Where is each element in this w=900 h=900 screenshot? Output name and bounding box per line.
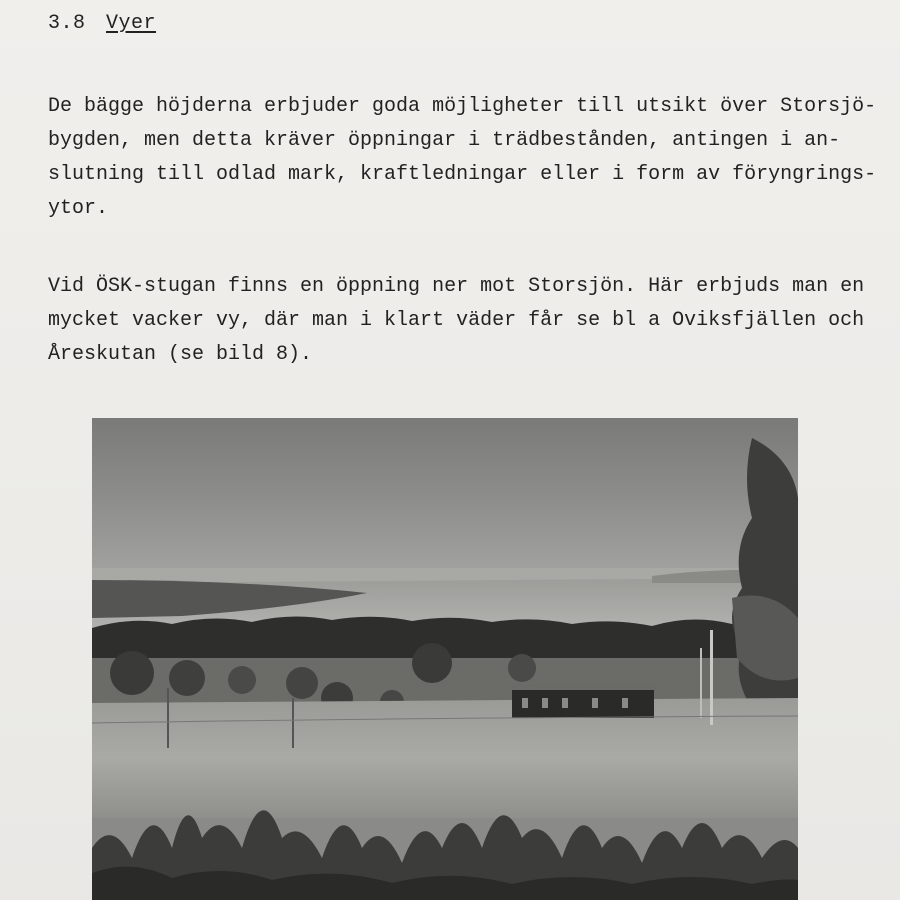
photo-illustration (92, 418, 798, 900)
paragraph-line: Åreskutan (se bild 8). (48, 343, 313, 366)
section-number: 3.8 (48, 12, 86, 35)
paragraph-line: slutning till odlad mark, kraftledningar eller i form av föryngrings- (48, 163, 877, 186)
paragraph-line: ytor. (48, 197, 109, 220)
paragraph-2 (48, 270, 878, 372)
paragraph-line: mycket vacker vy, där man i klart väder får se bl a Oviksfjällen och (48, 309, 865, 332)
paragraph-line: bygden, men detta kräver öppningar i trädbestånden, antingen i an- (48, 129, 841, 152)
paragraph-line: De bägge höjderna erbjuder goda möjligheter till utsikt över Storsjö- (48, 95, 877, 118)
paragraph-line: Vid ÖSK-stugan finns en öppning ner mot Storsjön. Här erbjuds man en (48, 275, 865, 298)
section-title: Vyer (106, 12, 157, 35)
landscape-photo (92, 418, 798, 900)
section-heading (48, 10, 156, 38)
paragraph-1 (48, 90, 878, 226)
